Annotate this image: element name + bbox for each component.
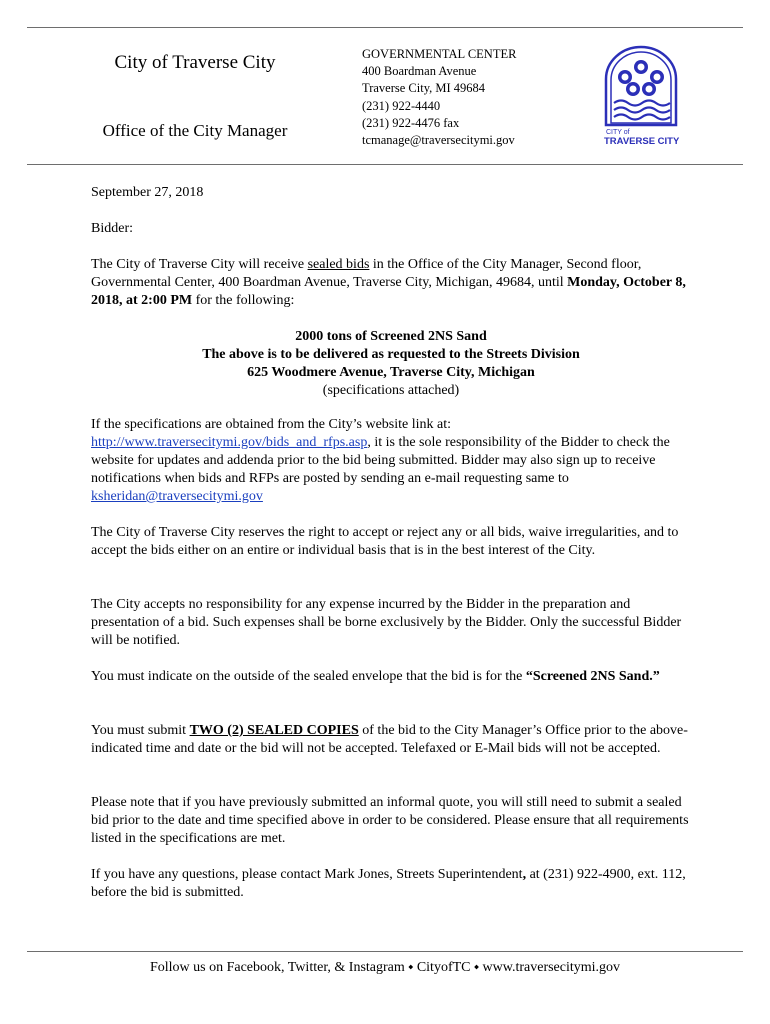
bid-deadline: Monday, October 8, 2018, at 2:00 PM — [91, 275, 686, 308]
p2-text: If the specifications are obtained from the City’s website link at: — [91, 417, 452, 432]
paragraph-envelope — [91, 668, 691, 686]
city-name: City of Traverse City — [114, 52, 276, 73]
item-specs-note: (specifications attached) — [322, 383, 460, 398]
p6-text-b: of the bid to the City Manager’s Office prior to the above-indicated time and date or the bid will not be accepted. Telefaxed or E-Mail bids will not be accepted. — [91, 723, 688, 756]
paragraph-copies — [91, 722, 691, 758]
p5-text: You must indicate on the outside of the sealed envelope that the bid is for the — [91, 669, 526, 684]
footer-text: Follow us on Facebook, Twitter, & Instagram ⬩ CityofTC ⬩ www.traversecitymi.gov — [149, 960, 621, 975]
address-line: GOVERNMENTAL CENTER — [362, 47, 517, 61]
logo-text-big: TRAVERSE CITY — [604, 136, 680, 147]
paragraph-intro — [91, 256, 691, 310]
header-rule — [27, 164, 743, 165]
bid-item-block — [91, 328, 691, 400]
p6-text: You must submit — [91, 723, 190, 738]
address-block — [362, 46, 516, 149]
item-delivery: The above is to be delivered as requested to the Streets Division — [202, 347, 580, 362]
office-name: Office of the City Manager — [102, 121, 288, 140]
paragraph-reserves: The City of Traverse City reserves the right to accept or reject any or all bids, waive irregularities, and to accept the bids either on an entire or individual basis that is in the best interest of the City. — [91, 525, 679, 558]
p8-comma: , — [522, 867, 527, 882]
address-line: Traverse City, MI 49684 — [362, 81, 486, 96]
paragraph-contact — [91, 866, 691, 902]
p8-text-b: at (231) 922-4900, ext. 112, before the bid is submitted. — [91, 867, 686, 900]
city-logo-icon — [600, 45, 682, 149]
p1-text-b: in the Office of the City Manager, Second floor, Governmental Center, 400 Boardman Avenue, Traverse City, Michigan, 49684, until — [91, 257, 642, 290]
letter-date: September 27, 2018 — [91, 185, 204, 200]
p8-text: If you have any questions, please contact Mark Jones, Streets Superintendent — [91, 867, 523, 882]
item-address: 625 Woodmere Avenue, Traverse City, Michigan — [247, 365, 535, 380]
p1-underlined: sealed bids — [307, 257, 370, 272]
envelope-label: “Screened 2NS Sand.” — [525, 669, 660, 684]
logo-text-small: CITY of — [606, 129, 630, 136]
p1-text: The City of Traverse City will receive — [91, 257, 308, 272]
paragraph-expense: The City accepts no responsibility for any expense incurred by the Bidder in the preparation and presentation of a bid. Such expenses shall be borne exclusively by the Bidder. Only the successful Bidder will be notified. — [91, 597, 682, 648]
p2-text-b: , it is the sole responsibility of the Bidder to check the website for updates and addenda prior to the bid being submitted. Bidder may also sign up to receive notifications when bids and RFPs are posted by sending an e-mail requesting same to — [91, 435, 670, 486]
salutation: Bidder: — [91, 221, 133, 236]
fax-line: (231) 922-4476 fax — [362, 115, 460, 130]
paragraph-specs — [91, 416, 691, 506]
paragraph-informal-quote: Please note that if you have previously submitted an informal quote, you will still need to submit a sealed bid prior to the date and time specified above in order to be considered. Please ensure that all requirements listed in the specifications are met. — [91, 795, 689, 846]
p1-text-c: for the following: — [192, 293, 295, 308]
sealed-copies: TWO (2) SEALED COPIES — [189, 723, 359, 738]
footer-rule — [27, 951, 743, 952]
email-line: tcmanage@traversecitymi.gov — [362, 133, 515, 148]
top-rule — [27, 27, 743, 28]
item-title: 2000 tons of Screened 2NS Sand — [295, 329, 487, 344]
email-link[interactable]: ksheridan@traversecitymi.gov — [91, 489, 263, 504]
phone-line: (231) 922-4440 — [362, 98, 441, 113]
address-line: 400 Boardman Avenue — [362, 64, 477, 79]
bids-link[interactable]: http://www.traversecitymi.gov/bids_and_rfps.asp — [91, 435, 368, 450]
